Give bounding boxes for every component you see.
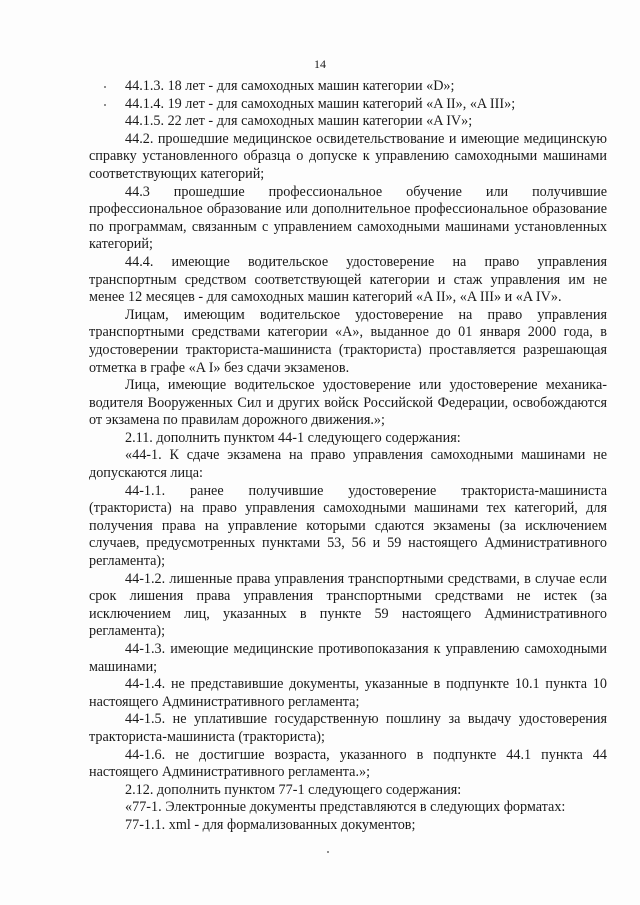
paragraph-44-1-intro: «44-1. К сдаче экзамена на право управления самоходными машинами не допускаются лица: — [89, 447, 607, 482]
page-number: 14 — [314, 57, 326, 71]
paragraph-military-exemption: Лица, имеющие водительское удостоверение или удостоверение механика-водителя Вооруженных Сил и других войск Российской Федерации, освобождаются от экзамена по правилам дорожного движения.»; — [89, 377, 607, 429]
paragraph-44-1-6: 44-1.6. не достигшие возраста, указанного в подпункте 44.1 пункта 44 настоящего Административного регламента.»; — [89, 746, 607, 781]
paragraph-44-1-1: 44-1.1. ранее получившие удостоверение тракториста-машиниста (тракториста) на право управления самоходными машинами тех категорий, для получения права на управление которыми сдаются экзамены (за исключением случаев, предусмотренных пунктами 53, 56 и 59 настоящего Административного регламента); — [89, 482, 607, 570]
paragraph-44-4: 44.4. имеющие водительское удостоверение на право управления транспортным средством соответствующей категории и стаж управления им не менее 12 месяцев - для самоходных машин категорий «A II», «A III» и «A IV». — [89, 253, 607, 306]
paragraph-44-1-3: 44.1.3. 18 лет - для самоходных машин категории «D»; — [125, 78, 455, 94]
paragraph-77-1-1: 77-1.1. xml - для формализованных документов; — [125, 816, 416, 833]
paragraph-44-1-4b: 44-1.4. не представившие документы, указанные в подпункте 10.1 пункта 10 настоящего Административного регламента; — [89, 676, 607, 710]
paragraph-44-1-3b: 44-1.3. имеющие медицинские противопоказания к управлению самоходными машинами; — [89, 641, 607, 675]
paragraph-44-1-5: 44.1.5. 22 лет - для самоходных машин категории «A IV»; — [125, 113, 473, 130]
paragraph-44-1-4: 44.1.4. 19 лет - для самоходных машин категорий «A II», «A III»; — [125, 95, 516, 112]
paragraph-category-a: Лицам, имеющим водительское удостоверение на право управления транспортными средствами категории «A», выданное до 01 января 2000 года, в удостоверении тракториста-машиниста (тракториста) проставляется разрешающая отметка в графе «A I» без сдачи экзаменов. — [89, 306, 607, 376]
document-body — [89, 78, 607, 835]
paragraph-2-11: 2.11. дополнить пунктом 44-1 следующего содержания: — [125, 429, 461, 446]
scan-speck — [327, 851, 329, 853]
paragraph-44-2: 44.2. прошедшие медицинское освидетельствование и имеющие медицинскую справку установленного образца о допуске к управлению самоходными машинами соответствующих категорий; — [89, 130, 607, 182]
paragraph-44-1-5b: 44-1.5. не уплатившие государственную пошлину за выдачу удостоверения тракториста-машиниста (тракториста); — [89, 711, 607, 745]
paragraph-44-1-2: 44-1.2. лишенные права управления транспортными средствами, в случае если срок лишения права управления транспортными средствами не истек (за исключением лиц, указанных в пункте 59 настоящего Административного регламента); — [89, 570, 607, 640]
paragraph-2-12: 2.12. дополнить пунктом 77-1 следующего содержания: — [125, 781, 462, 798]
paragraph-44-3: 44.3 прошедшие профессиональное обучение или получившие профессиональное образование или дополнительное профессиональное образование по программам, связанным с управлением самоходными машинами установленных категорий; — [89, 183, 607, 253]
paragraph-77-1: «77-1. Электронные документы представляются в следующих форматах: — [125, 799, 566, 816]
